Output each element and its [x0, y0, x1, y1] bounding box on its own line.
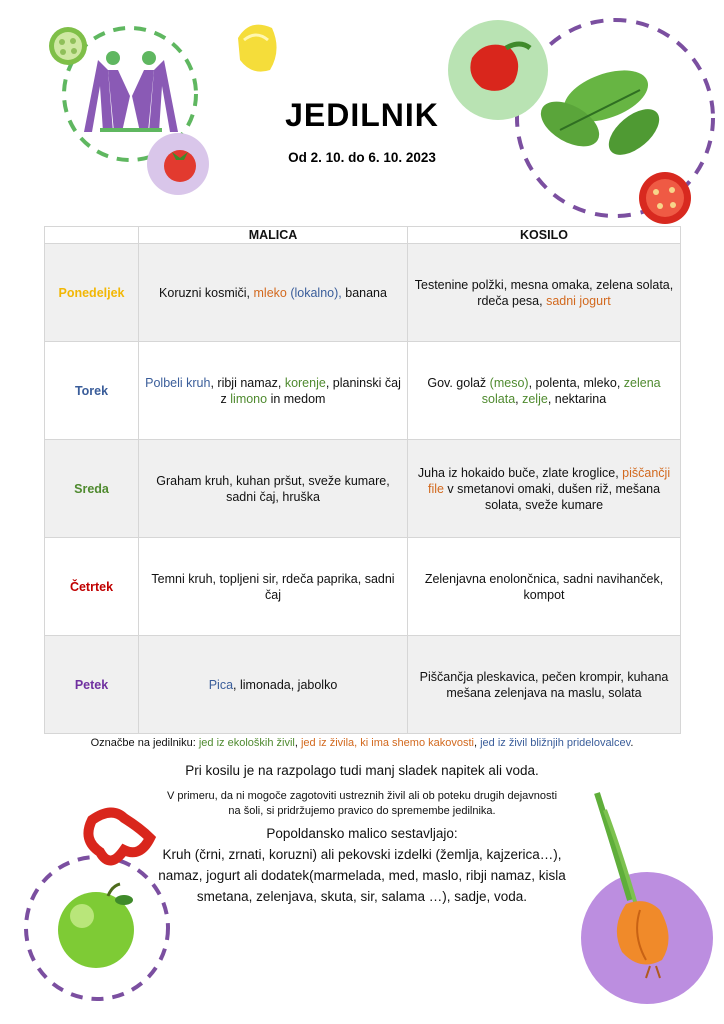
meal-text: (meso) [489, 375, 529, 390]
malica-cell [139, 440, 408, 538]
meal-text: , ribji namaz, [210, 375, 285, 390]
header-kosilo: KOSILO [408, 227, 681, 244]
day-cell: Četrtek [45, 538, 139, 636]
meal-text: Temni kruh, topljeni sir, rdeča paprika, sadni čaj [151, 571, 395, 602]
drink-note: Pri kosilu je na razpolago tudi manj sladek napitek ali voda. [185, 763, 539, 778]
meal-text: mleko [253, 285, 291, 300]
kosilo-cell [408, 636, 681, 734]
legend-end: . [630, 737, 634, 749]
meal-text: korenje [284, 375, 326, 390]
day-cell: Ponedeljek [45, 244, 139, 342]
legend-local: jed iz živil bližnjih pridelovalcev [480, 737, 631, 749]
kosilo-cell [408, 244, 681, 342]
meal-text: Testenine polžki, mesna omaka, zelena solata, rdeča pesa, [414, 277, 674, 308]
legend-separator: , [473, 737, 481, 749]
meal-text: piščančji file [427, 465, 671, 496]
meal-text: limono [230, 391, 268, 406]
header-day-column [45, 227, 139, 244]
day-cell: Petek [45, 636, 139, 734]
meal-text: , planinski čaj z [220, 375, 401, 406]
meal-text: Graham kruh, kuhan pršut, sveže kumare, sadni čaj, hruška [156, 473, 390, 504]
legend-separator: , [294, 737, 301, 749]
table-row [45, 636, 681, 734]
meal-text: Zelenjavna enolončnica, sadni navihanček, kompot [424, 571, 664, 602]
pepper-ring-icon [88, 812, 150, 860]
snack-title: Popoldansko malico sestavljajo: [266, 826, 458, 841]
table-row [45, 342, 681, 440]
date-range: Od 2. 10. do 6. 10. 2023 [288, 150, 436, 165]
table-row [45, 538, 681, 636]
kosilo-cell [408, 440, 681, 538]
meal-text: Gov. golaž [427, 375, 490, 390]
meal-text: Polbeli kruh [145, 375, 211, 390]
malica-cell [139, 538, 408, 636]
legend-prefix: Označbe na jedilniku: [90, 737, 199, 749]
day-cell: Sreda [45, 440, 139, 538]
reserve-note: V primeru, da ni mogoče zagotoviti ustreznih živil ali ob poteku drugih dejavnosti na šoli, si pridržujemo pravico do spremembe jedilnika. [166, 790, 558, 817]
malica-cell [139, 342, 408, 440]
meal-text: in medom [267, 391, 326, 406]
legend-eco: jed iz ekoloških živil [198, 737, 295, 749]
meal-text: Koruzni kosmiči, [159, 285, 254, 300]
header-malica: MALICA [139, 227, 408, 244]
meal-text: banana [341, 285, 387, 300]
meal-text: , nektarina [547, 391, 607, 406]
meal-text: v smetanovi omaki, dušen riž, mešana solata, sveže kumare [443, 481, 661, 512]
day-cell: Torek [45, 342, 139, 440]
meal-text: sadni jogurt [546, 293, 611, 308]
snack-body: Kruh (črni, zrnati, koruzni) ali pekovski izdelki (žemlja, kajzerica…), namaz, jogurt ali dodatek(marmelada, med, maslo, ribji namaz, kisla smetana, zelenjava, skuta, sir, salama …), sadje, voda. [158, 847, 566, 904]
malica-cell [139, 636, 408, 734]
legend-quality: jed iz živila, ki ima shemo kakovosti [300, 737, 474, 749]
meal-text: zelena solata [481, 375, 661, 406]
tomato-slice-icon [639, 172, 691, 224]
table-row [45, 440, 681, 538]
meal-text: , [515, 391, 523, 406]
legend [0, 737, 724, 749]
cucumber-icon [49, 27, 87, 65]
meal-text: , limonada, jabolko [233, 677, 338, 692]
meal-text: Piščančja pleskavica, pečen krompir, kuhana mešana zelenjava na maslu, solata [419, 669, 669, 700]
meal-text: , polenta, mleko, [528, 375, 624, 390]
afternoon-snack [150, 823, 574, 907]
meal-text: Pica [208, 677, 234, 692]
table-header-row [45, 227, 681, 244]
kosilo-cell [408, 342, 681, 440]
table-row [45, 244, 681, 342]
meal-text: (lokalno), [290, 285, 342, 300]
meal-text: zelje [522, 391, 548, 406]
malica-cell [139, 244, 408, 342]
page-title: JEDILNIK [285, 97, 439, 133]
menu-table [44, 226, 681, 734]
lemon-icon [238, 25, 277, 72]
meal-text: Juha iz hokaido buče, zlate kroglice, [417, 465, 623, 480]
apple-icon [58, 884, 134, 968]
kosilo-cell [408, 538, 681, 636]
